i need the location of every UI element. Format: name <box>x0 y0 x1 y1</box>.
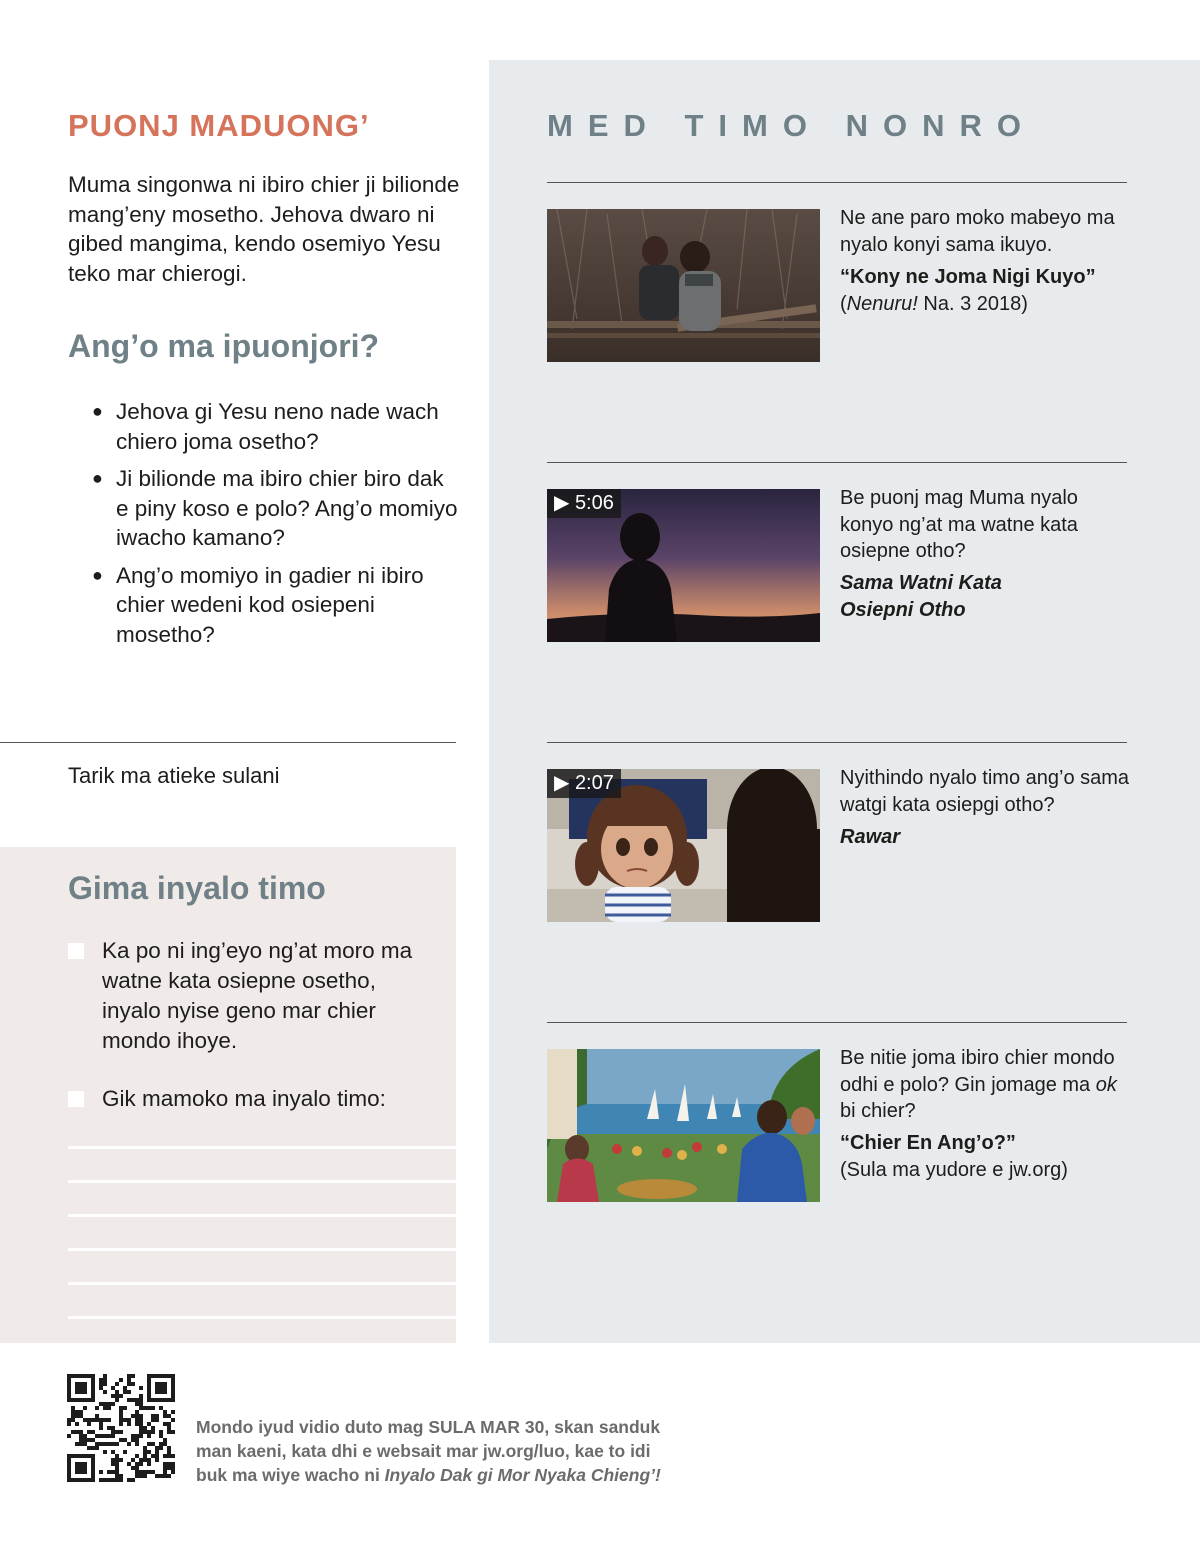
article-thumbnail[interactable] <box>547 209 820 362</box>
article-description: Be nitie joma ibiro chier mondo odhi e polo? Gin jomage ma ok bi chier? <box>840 1047 1117 1122</box>
writing-line[interactable] <box>68 1248 456 1251</box>
video-thumbnail[interactable] <box>547 769 820 922</box>
article-reference <box>840 1130 1130 1183</box>
bullet-icon: ● <box>92 564 103 585</box>
activity-checkbox[interactable] <box>68 1091 84 1107</box>
activity-heading: Gima inyalo timo <box>68 870 326 906</box>
qr-code[interactable] <box>67 1374 175 1482</box>
activity-item: Ka po ni ing’eyo ng’at moro ma watne kata osiepne osetho, inyalo nyise geno mar chier mondo ihoye. <box>102 938 413 1053</box>
writing-line[interactable] <box>68 1282 456 1285</box>
footer-note: Mondo iyud vidio duto mag SULA MAR 30, skan sanduk man kaeni, kata dhi e websait mar jw.org/luo, kae to idi buk ma wiye wacho ni Inyalo Dak gi Mor Nyaka Chieng’! <box>196 1417 661 1485</box>
article-thumbnail[interactable] <box>547 1049 820 1202</box>
summary-heading: PUONJ MADUONG’ <box>68 108 370 143</box>
writing-line[interactable] <box>68 1214 456 1217</box>
review-question-list <box>92 397 462 657</box>
article-description: Ne ane paro moko mabeyo ma nyalo konyi sama ikuyo. <box>840 207 1115 256</box>
bullet-icon: ● <box>92 401 103 421</box>
play-icon: ▶ <box>554 772 575 794</box>
date-completed-label: Tarik ma atieke sulani <box>68 763 280 788</box>
video-duration: ▶ 2:07 <box>547 769 621 798</box>
divider <box>547 742 1127 743</box>
paradise-gathering-image <box>547 1049 820 1202</box>
activity-item: Gik mamoko ma inyalo timo: <box>102 1086 386 1111</box>
review-question: ● Jehova gi Yesu neno nade wach chiero joma osetho? <box>92 399 439 454</box>
review-question: ● Ji bilionde ma ibiro chier biro dak e piny koso e polo? Ang’o momiyo iwacho kamano? <box>92 466 458 550</box>
video-duration: ▶ 5:06 <box>547 489 621 518</box>
play-icon: ▶ <box>554 492 575 514</box>
qr-code-icon <box>67 1374 175 1482</box>
article-source: (Sula ma yudore e jw.org) <box>840 1158 1068 1181</box>
couple-on-bridge-image <box>547 209 820 362</box>
review-heading: Ang’o ma ipuonjori? <box>68 328 380 364</box>
writing-line[interactable] <box>68 1180 456 1183</box>
review-question: ● Ang’o momiyo in gadier ni ibiro chier wedeni kod osiepeni mosetho? <box>92 562 424 647</box>
video-thumbnail[interactable] <box>547 489 820 642</box>
divider <box>547 462 1127 463</box>
divider <box>547 1022 1127 1023</box>
article-source: (Nenuru! Na. 3 2018) <box>840 292 1028 315</box>
divider <box>547 182 1127 183</box>
article-reference <box>840 264 1130 317</box>
video-title[interactable]: Rawar <box>840 826 901 848</box>
writing-line[interactable] <box>68 1146 456 1149</box>
video-description: Be puonj mag Muma nyalo konyo ng’at ma watne kata osiepne otho? <box>840 487 1078 562</box>
video-title[interactable]: Sama Watni Kata Osiepni Otho <box>840 572 1002 621</box>
video-description: Nyithindo nyalo timo ang’o sama watgi kata osiepgi otho? <box>840 767 1130 816</box>
explore-heading: MED TIMO NONRO <box>547 108 1036 143</box>
activity-checkbox[interactable] <box>68 943 84 959</box>
bullet-icon: ● <box>92 468 103 488</box>
article-title[interactable]: “Kony ne Joma Nigi Kuyo” <box>840 266 1096 288</box>
writing-line[interactable] <box>68 1316 456 1319</box>
article-title[interactable]: “Chier En Ang’o?” <box>840 1132 1016 1154</box>
divider <box>0 742 456 743</box>
summary-text: Muma singonwa ni ibiro chier ji bilionde mang’eny mosetho. Jehova dwaro ni gibed mangima, kendo osemiyo Yesu teko mar chierogi. <box>68 172 460 286</box>
